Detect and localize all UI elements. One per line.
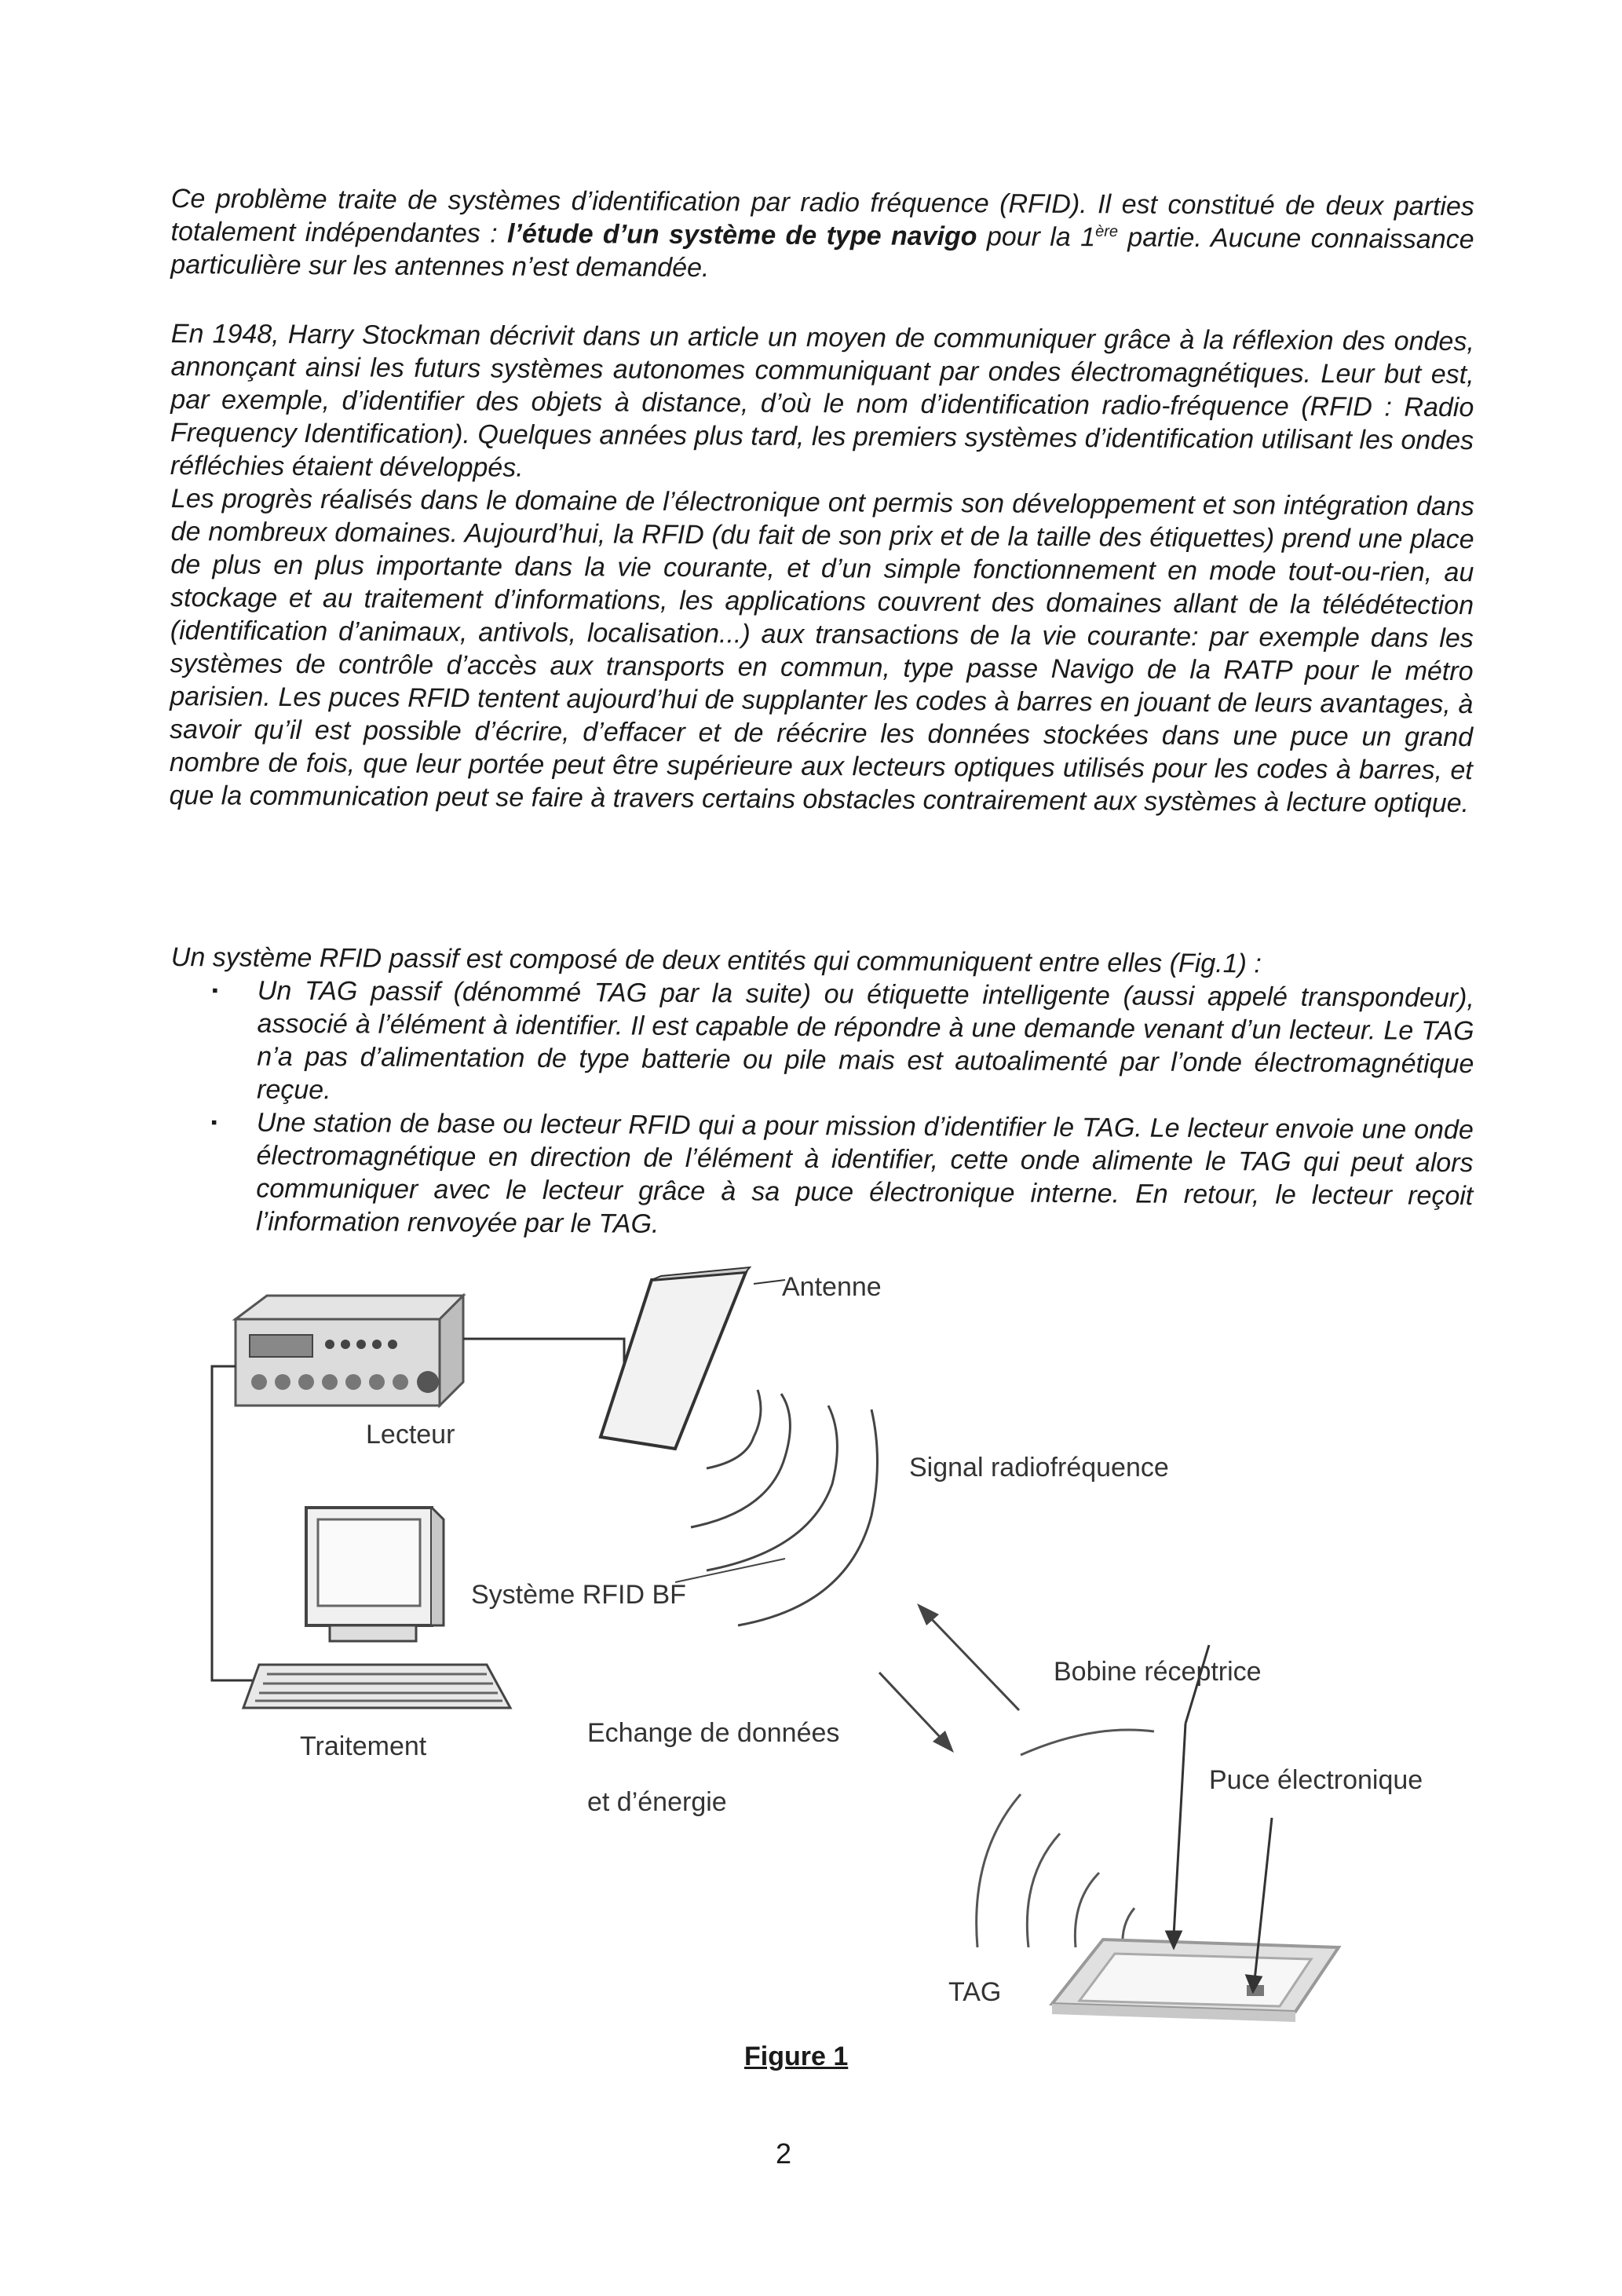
tag-card-icon	[1052, 1940, 1339, 2022]
radio-wave-icon	[691, 1390, 878, 1625]
label-echange-1: Echange de données	[587, 1718, 840, 1748]
system-intro: Un système RFID passif est composé de deux entités qui communiquent entre elles (Fig.1) :	[170, 942, 1262, 979]
list-item: ▪ Un TAG passif (dénommé TAG par la suite) ou étiquette intelligente (aussi appelé transpondeur), associé à l’élément à identifier. Il est capable de répondre à une demande venant d’un lecteur. Le TAG n’a pas d’alimentation de type batterie ou pile mais est autoalimenté par l’onde électromagnétique reçue.	[170, 974, 1474, 1113]
label-signal: Signal radiofréquence	[909, 1453, 1169, 1483]
computer-icon	[243, 1508, 510, 1708]
intro-bold-text: l’étude d’un système de type navigo	[506, 218, 977, 252]
figure-title: Figure 1	[744, 2042, 849, 2071]
double-arrow-icon	[879, 1603, 1019, 1753]
reader-device-icon	[236, 1296, 463, 1406]
antenna-icon	[601, 1267, 785, 1449]
page-number: 2	[776, 2137, 792, 2170]
label-tag: TAG	[948, 1977, 1002, 2007]
tag-wave-icon	[977, 1730, 1154, 1947]
label-systeme: Système RFID BF	[471, 1580, 686, 1610]
history-paragraph-1: En 1948, Harry Stockman décrivit dans un article un moyen de communiquer grâce à la réflexion des ondes, annonçant ainsi les futurs systèmes autonomes communiquant par ondes électromagnétiques. Leur but est, par exemple, d’identifier des objets à distance, d’où le nom d’identification radio-fréquence (RFID : Radio Frequency Identification). Quelques années plus tard, les premiers systèmes d’identification utilisant les ondes réfléchies étaient développés.	[170, 318, 1474, 483]
list-item: ▪ Une station de base ou lecteur RFID qui a pour mission d’identifier le TAG. Le lecteur envoie une onde électromagnétique en direction de l’élément à identifier, cette onde alimente le TAG qui peut alors communiquer avec le lecteur grâce à sa puce électronique interne. En retour, le lecteur reçoit l’information renvoyée par le TAG.	[170, 1106, 1474, 1245]
superscript-ere: ère	[1095, 222, 1119, 241]
label-lecteur: Lecteur	[366, 1420, 455, 1450]
intro-paragraph: Ce problème traite de systèmes d’identification par radio fréquence (RFID). Il est constitué de deux parties totalement indépendantes : l’étude d’un système de type navigo pour la 1ère partie. Aucune connaissance particulière sur les antennes n’est demandée.	[170, 183, 1474, 283]
label-antenne: Antenne	[782, 1272, 882, 1302]
bullet-icon: ▪	[210, 1112, 217, 1132]
bullet-icon: ▪	[211, 980, 218, 1000]
label-puce: Puce électronique	[1209, 1765, 1423, 1795]
label-traitement: Traitement	[300, 1731, 427, 1761]
label-bobine: Bobine réceptrice	[1054, 1657, 1262, 1687]
label-echange-2: et d’énergie	[587, 1787, 727, 1817]
history-paragraph-2: Les progrès réalisés dans le domaine de l’électronique ont permis son développement et son intégration dans de nombreux domaines. Aujourd’hui, la RFID (du fait de son prix et de la taille des étiquettes) prend une place de plus en plus importante dans la vie courante, et d’un simple fonctionnement en mode tout-ou-rien, au stockage et au traitement d’informations, les applications couvrent des domaines allant de la télédétection (identification d’animaux, antivols, localisation...) aux transactions de la vie courante: par exemple dans les systèmes de contrôle d’accès aux transports en commun, type passe Navigo de la RATP pour le métro parisien. Les puces RFID tentent aujourd’hui de supplanter les codes à barres en jouant de leurs avantages, à savoir qu’il est possible d’écrire, d’effacer et de réécrire les données stockées dans une puce un grand nombre de fois, que leur portée peut être supérieure aux lecteurs optiques utilisés pour les codes à barres, et que la communication peut se faire à travers certains obstacles contrairement aux systèmes à lecture optique.	[169, 483, 1474, 819]
